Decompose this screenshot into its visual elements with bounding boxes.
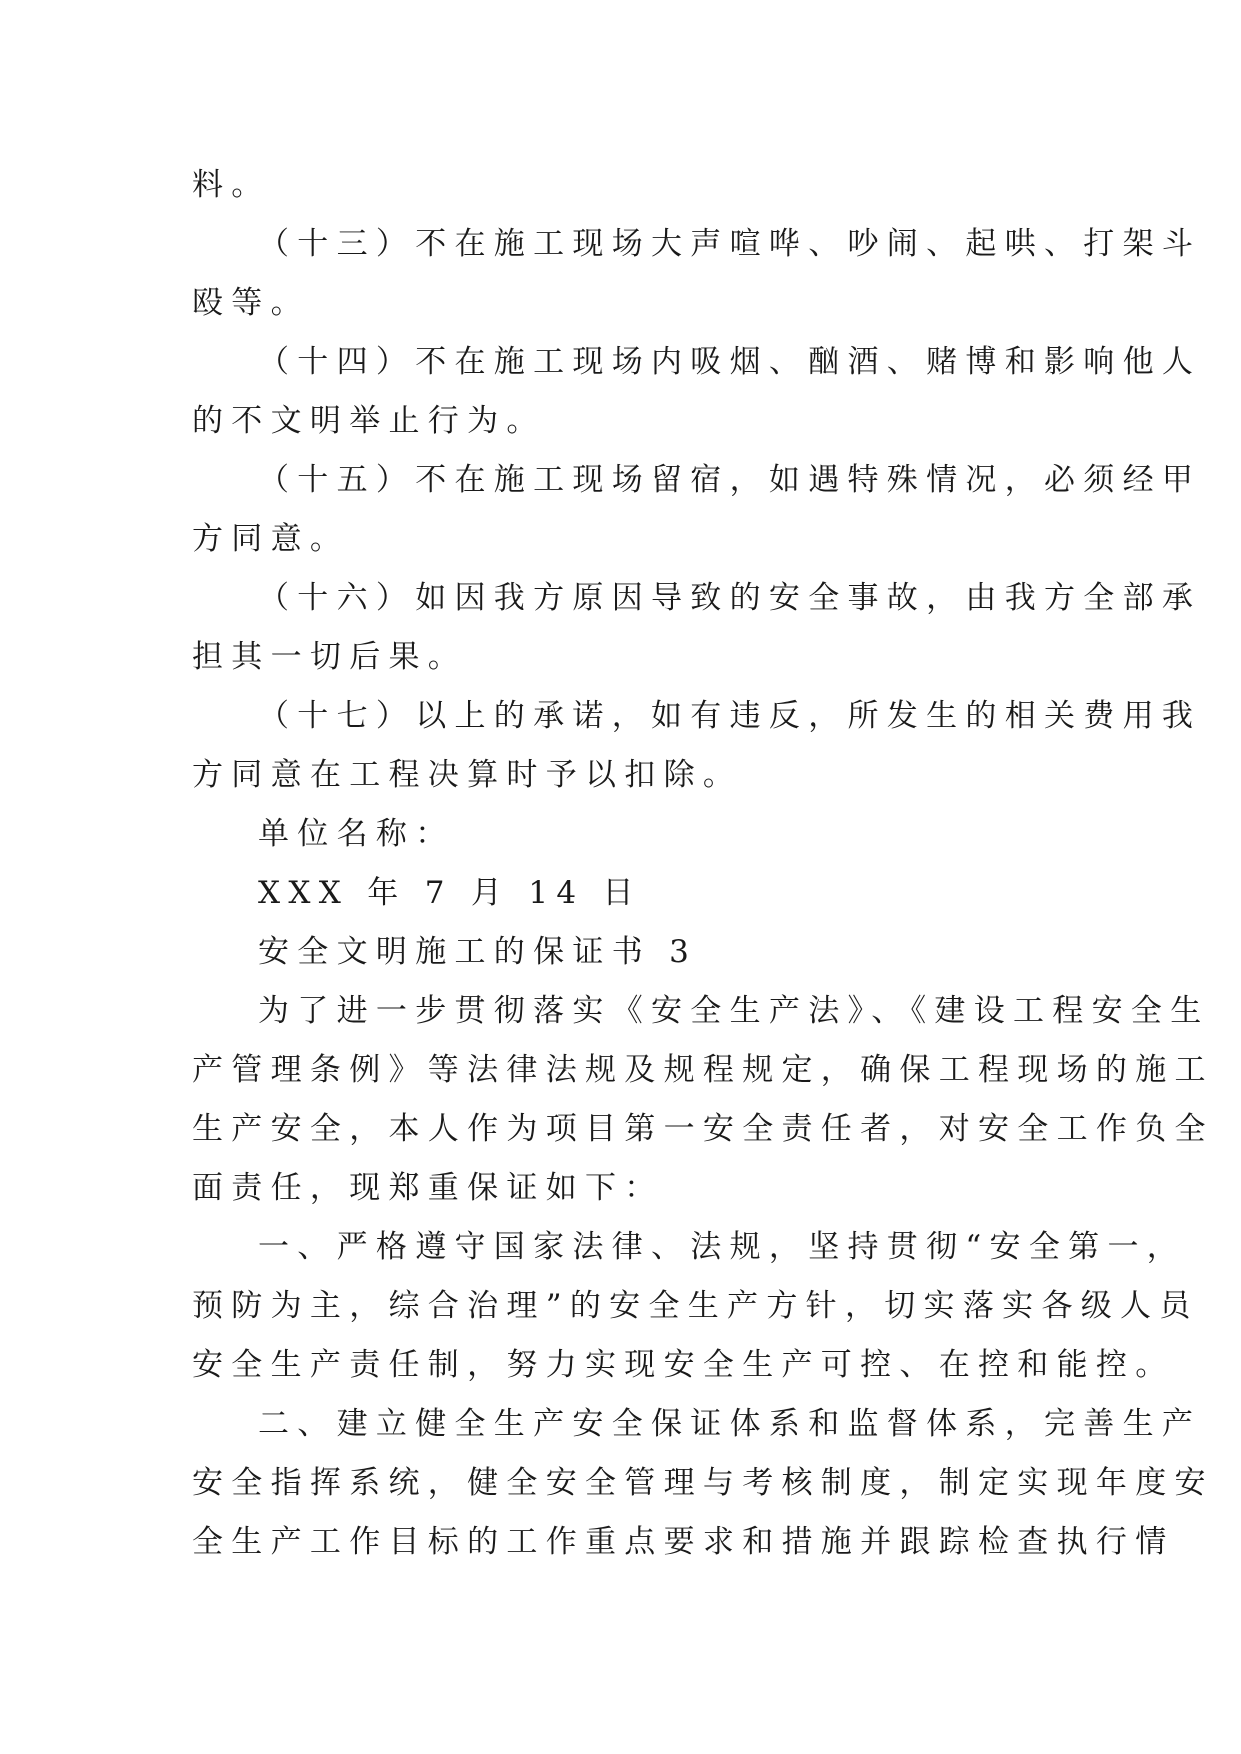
text-line: 安全指挥系统，健全安全管理与考核制度，制定实现年度安	[192, 1465, 1214, 1501]
date-line: XXX 年 7 月 14 日	[258, 875, 642, 911]
unit-name-label: 单位名称：	[258, 816, 455, 852]
text-line: 方同意在工程决算时予以扣除。	[192, 757, 743, 793]
text-line: 二、建立健全生产安全保证体系和监督体系，完善生产	[258, 1406, 1202, 1442]
text-line: 预防为主，综合治理”的安全生产方针，切实落实各级人员	[192, 1288, 1199, 1324]
document-page	[192, 156, 1214, 1572]
text-line: 为了进一步贯彻落实《安全生产法》、《建设工程安全生	[258, 993, 1210, 1029]
section-title: 安全文明施工的保证书 3	[258, 934, 698, 970]
text-line: 方同意。	[192, 521, 350, 557]
text-line: 殴等。	[192, 285, 310, 321]
text-line: 安全生产责任制，努力实现安全生产可控、在控和能控。	[192, 1347, 1175, 1383]
text-line: （十六）如因我方原因导致的安全事故，由我方全部承	[258, 580, 1202, 616]
text-line: （十四）不在施工现场内吸烟、酗酒、赌博和影响他人	[258, 344, 1202, 380]
text-line: （十三）不在施工现场大声喧哗、吵闹、起哄、打架斗	[258, 226, 1202, 262]
text-line: （十五）不在施工现场留宿，如遇特殊情况，必须经甲	[258, 462, 1202, 498]
text-line: 担其一切后果。	[192, 639, 468, 675]
text-line: （十七）以上的承诺，如有违反，所发生的相关费用我	[258, 698, 1202, 734]
text-line: 生产安全，本人作为项目第一安全责任者，对安全工作负全	[192, 1111, 1214, 1147]
text-line: 面责任，现郑重保证如下：	[192, 1170, 664, 1206]
text-line: 料。	[192, 167, 271, 203]
text-line: 的不文明举止行为。	[192, 403, 546, 439]
text-line: 全生产工作目标的工作重点要求和措施并跟踪检查执行情	[192, 1524, 1175, 1560]
text-line: 一、严格遵守国家法律、法规，坚持贯彻“安全第一，	[258, 1229, 1187, 1265]
text-line: 产管理条例》等法律法规及规程规定，确保工程现场的施工	[192, 1052, 1214, 1088]
